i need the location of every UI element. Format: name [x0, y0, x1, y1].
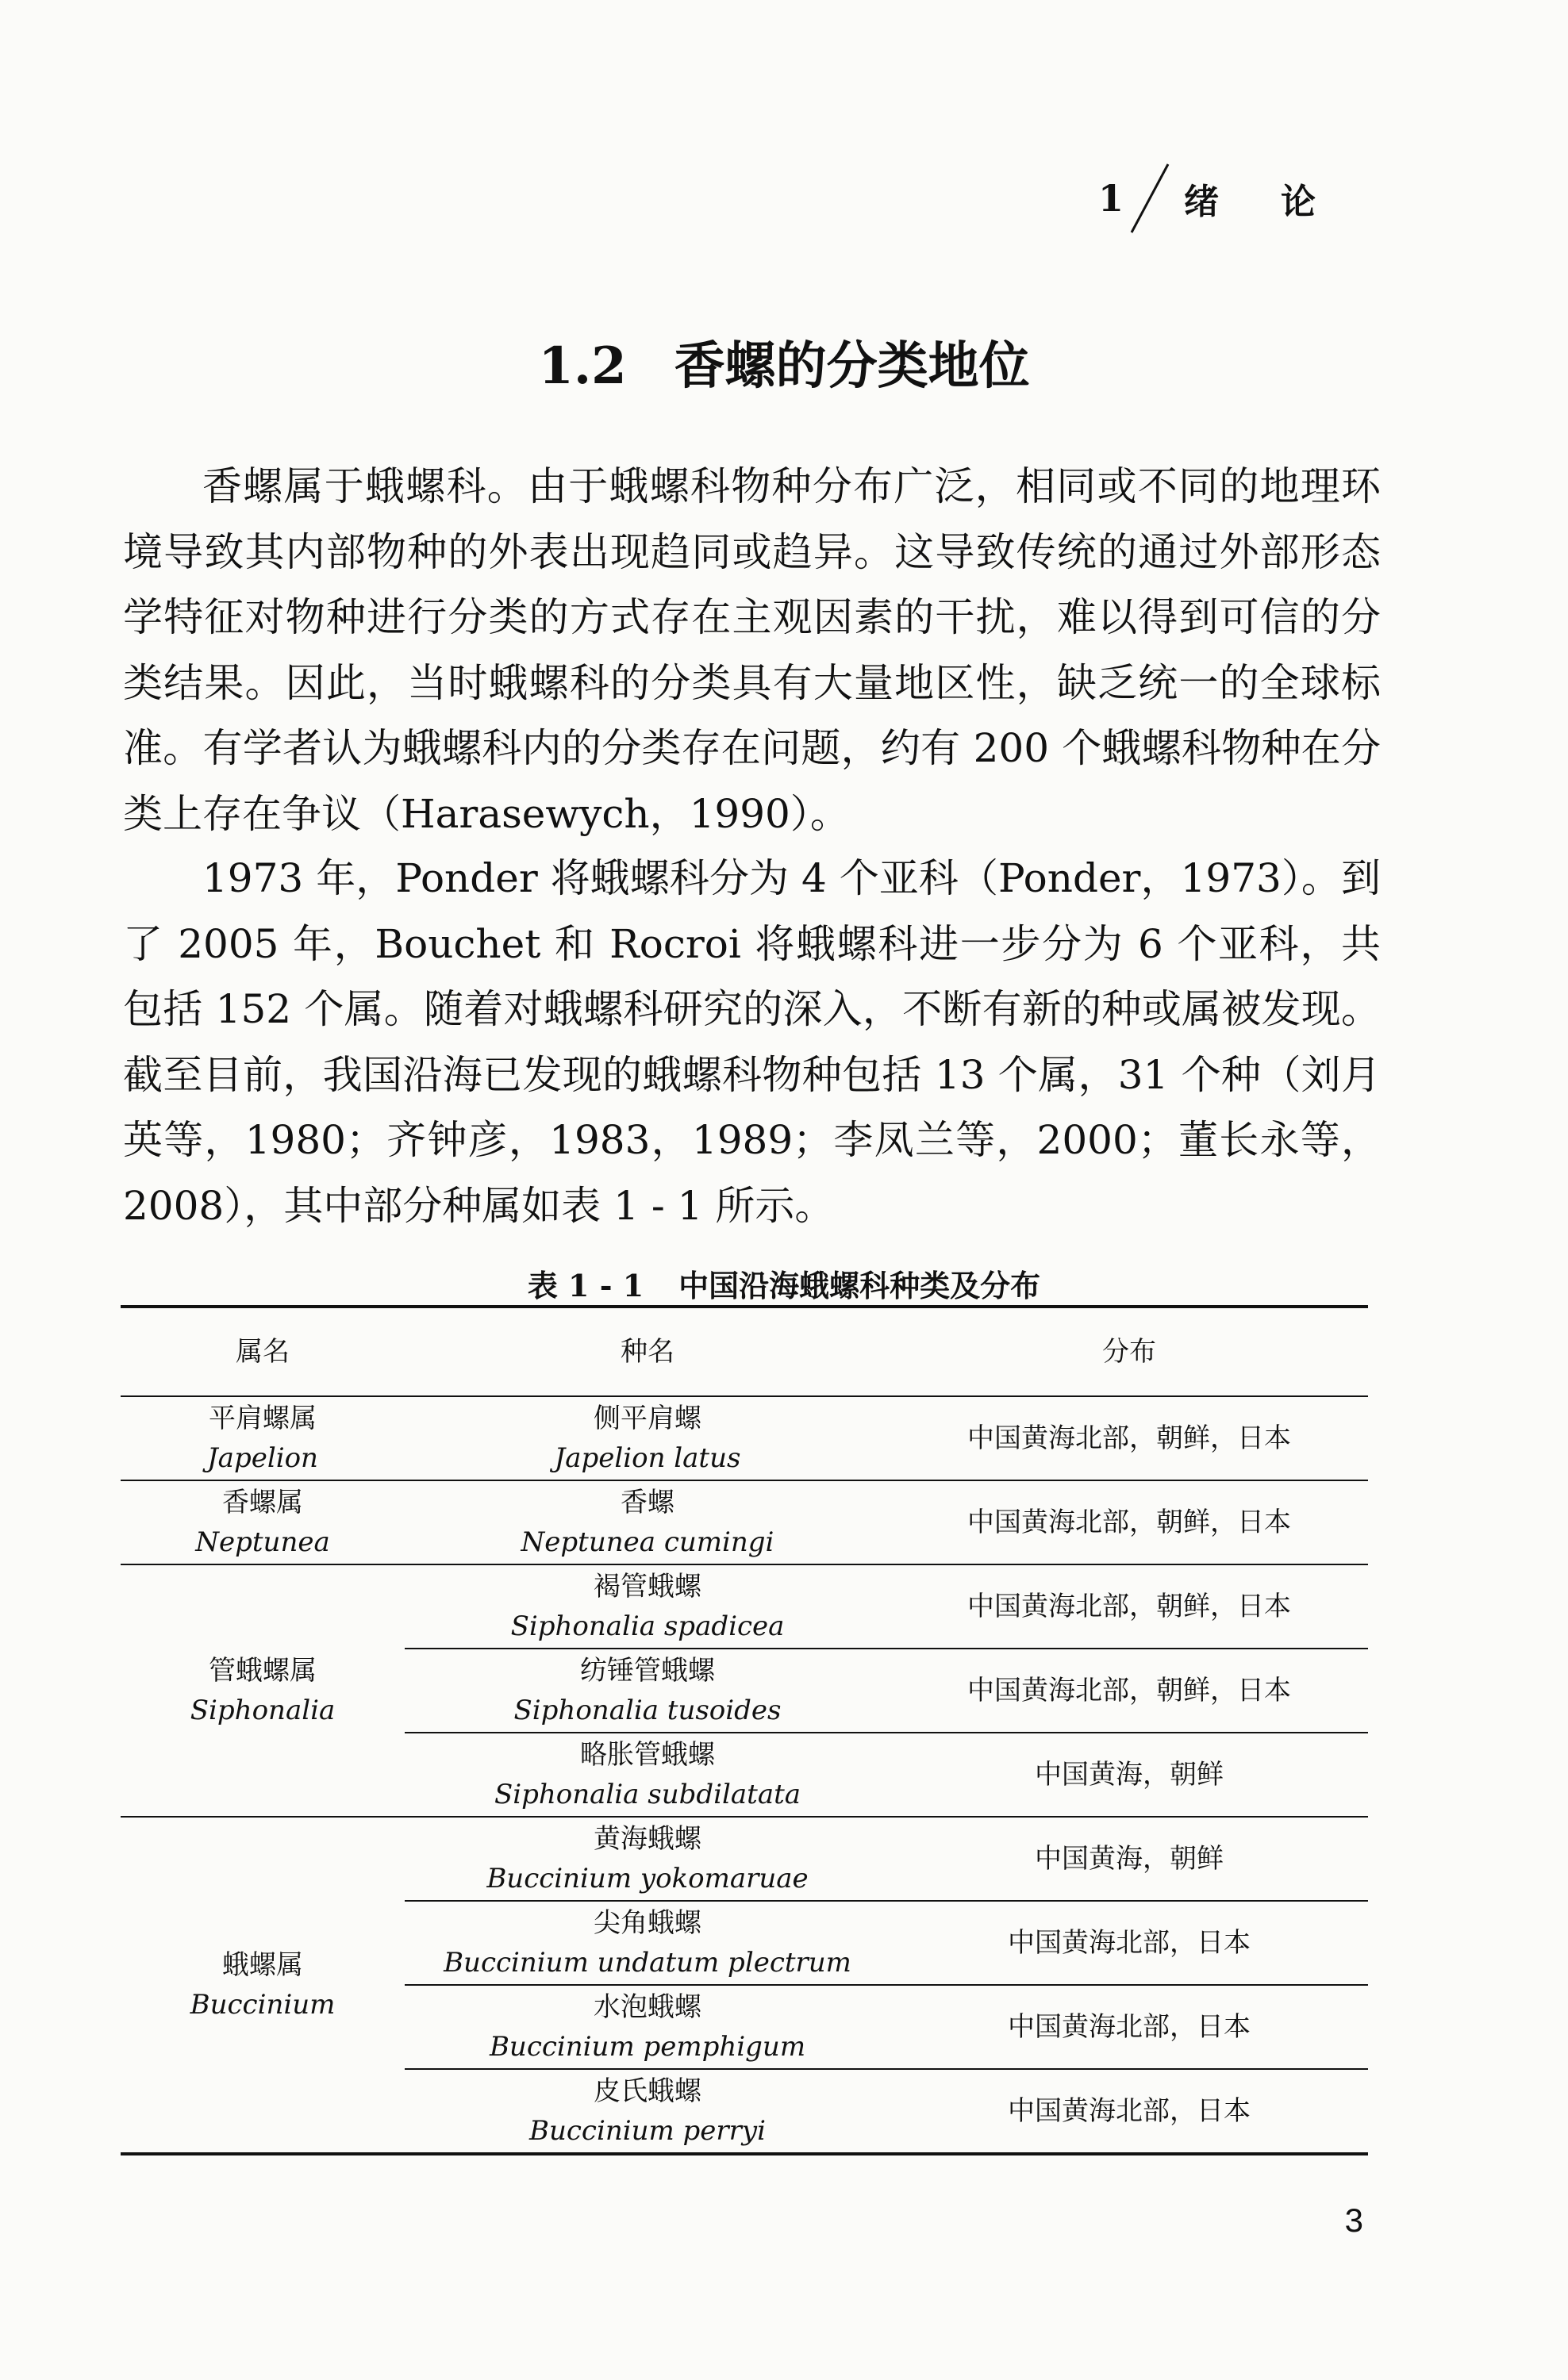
species-name-cn: 侧平肩螺 — [594, 1403, 701, 1434]
header-species: 种名 — [405, 1307, 890, 1396]
species-name-latin: Siphonalia subdilatata — [494, 1779, 801, 1810]
distribution-cell: 中国黄海北部，朝鲜，日本 — [890, 1564, 1368, 1649]
genus-name-latin: Buccinium — [190, 1989, 336, 2021]
genus-cell — [121, 1480, 405, 1564]
table-row — [121, 1480, 1368, 1564]
distribution-cell: 中国黄海北部，日本 — [890, 2069, 1368, 2154]
species-name-latin: Buccinium pemphigum — [489, 2031, 806, 2063]
table-row — [121, 1817, 1368, 1901]
distribution-cell: 中国黄海北部，朝鲜，日本 — [890, 1649, 1368, 1733]
species-cell — [405, 1564, 890, 1649]
species-name-cn: 褐管蛾螺 — [594, 1571, 701, 1603]
species-name-cn: 水泡蛾螺 — [594, 1991, 701, 2023]
body-paragraph: 香螺属于蛾螺科。由于蛾螺科物种分布广泛，相同或不同的地理环境导致其内部物种的外表出现趋同或趋异。这导致传统的通过外部形态学特征对物种进行分类的方式存在主观因素的干扰，难以得到可信的分类结果。因此，当时蛾螺科的分类具有大量地区性，缺乏统一的全球标准。有学者认为蛾螺科内的分类存在问题，约有 200 个蛾螺科物种在分类上存在争议（Harasewych，1990）。 — [123, 463, 1381, 837]
species-cell — [405, 1733, 890, 1817]
distribution-cell: 中国黄海，朝鲜 — [890, 1733, 1368, 1817]
chapter-number: 1 — [1097, 177, 1124, 220]
distribution-cell: 中国黄海北部，日本 — [890, 1901, 1368, 1985]
genus-cell — [121, 1396, 405, 1480]
species-cell — [405, 1480, 890, 1564]
genus-cell — [121, 1817, 405, 2154]
page-number: 3 — [1344, 2202, 1363, 2239]
genus-name-latin: Siphonalia — [190, 1695, 336, 1726]
distribution-cell: 中国黄海北部，日本 — [890, 1985, 1368, 2069]
species-cell — [405, 1901, 890, 1985]
species-name-cn: 纺锤管蛾螺 — [580, 1655, 715, 1687]
table-row — [121, 1564, 1368, 1649]
species-cell — [405, 1396, 890, 1480]
species-cell — [405, 1985, 890, 2069]
table-row — [121, 1396, 1368, 1480]
species-name-latin: Buccinium undatum plectrum — [444, 1947, 851, 1979]
distribution-cell: 中国黄海北部，朝鲜，日本 — [890, 1480, 1368, 1564]
species-name-cn: 皮氏蛾螺 — [594, 2075, 701, 2107]
species-name-latin: Siphonalia tusoides — [513, 1695, 782, 1726]
body-paragraph-2-block — [123, 846, 1381, 1238]
species-distribution-table — [121, 1305, 1368, 2155]
species-name-cn: 黄海蛾螺 — [594, 1823, 701, 1855]
genus-name-cn: 蛾螺属 — [222, 1949, 303, 1981]
chapter-title: 绪论 — [1184, 182, 1378, 222]
genus-cell — [121, 1564, 405, 1817]
table-header-row — [121, 1307, 1368, 1396]
genus-name-cn: 香螺属 — [222, 1487, 303, 1518]
section-title: 香螺的分类地位 — [674, 336, 1030, 396]
genus-name-latin: Neptunea — [195, 1526, 330, 1558]
species-name-latin: Japelion latus — [554, 1442, 741, 1474]
body-paragraph-1-block — [123, 454, 1381, 846]
species-cell — [405, 2069, 890, 2154]
body-paragraph: 1973 年，Ponder 将蛾螺科分为 4 个亚科（Ponder，1973）。到了 2005 年，Bouchet 和 Rocroi 将蛾螺科进一步分为 6 个亚科，共包括 152 个属。随着对蛾螺科研究的深入，不断有新的种或属被发现。截至目前，我国沿海已发现的蛾螺科物种包括 13 个属，31 个种（刘月英等，1980；齐钟彦，1983，1989；李凤兰等，2000；董长永等，2008），其中部分种属如表 1 - 1 所示。 — [123, 855, 1381, 1229]
distribution-cell: 中国黄海，朝鲜 — [890, 1817, 1368, 1901]
table-container — [121, 1305, 1368, 2155]
genus-name-cn: 平肩螺属 — [209, 1403, 317, 1434]
header-distribution: 分布 — [890, 1307, 1368, 1396]
section-heading — [0, 325, 1568, 398]
slash-divider-icon — [1127, 163, 1173, 234]
species-name-cn: 香螺 — [621, 1487, 674, 1518]
genus-name-cn: 管蛾螺属 — [209, 1655, 317, 1687]
species-name-latin: Siphonalia spadicea — [510, 1610, 785, 1642]
species-name-latin: Buccinium yokomaruae — [486, 1863, 809, 1894]
species-name-cn: 尖角蛾螺 — [594, 1907, 701, 1939]
species-cell — [405, 1649, 890, 1733]
table-caption-title: 中国沿海蛾螺科种类及分布 — [678, 1268, 1041, 1303]
species-name-cn: 略胀管蛾螺 — [580, 1739, 715, 1771]
section-number: 1.2 — [538, 336, 627, 396]
species-name-latin: Buccinium perryi — [528, 2115, 767, 2147]
running-head — [1098, 163, 1378, 234]
table-caption-number: 表 1 - 1 — [527, 1268, 644, 1303]
genus-name-latin: Japelion — [207, 1442, 318, 1474]
table-caption — [0, 1261, 1568, 1305]
distribution-cell: 中国黄海北部，朝鲜，日本 — [890, 1396, 1368, 1480]
species-name-latin: Neptunea cumingi — [521, 1526, 774, 1558]
header-genus: 属名 — [121, 1307, 405, 1396]
species-cell — [405, 1817, 890, 1901]
